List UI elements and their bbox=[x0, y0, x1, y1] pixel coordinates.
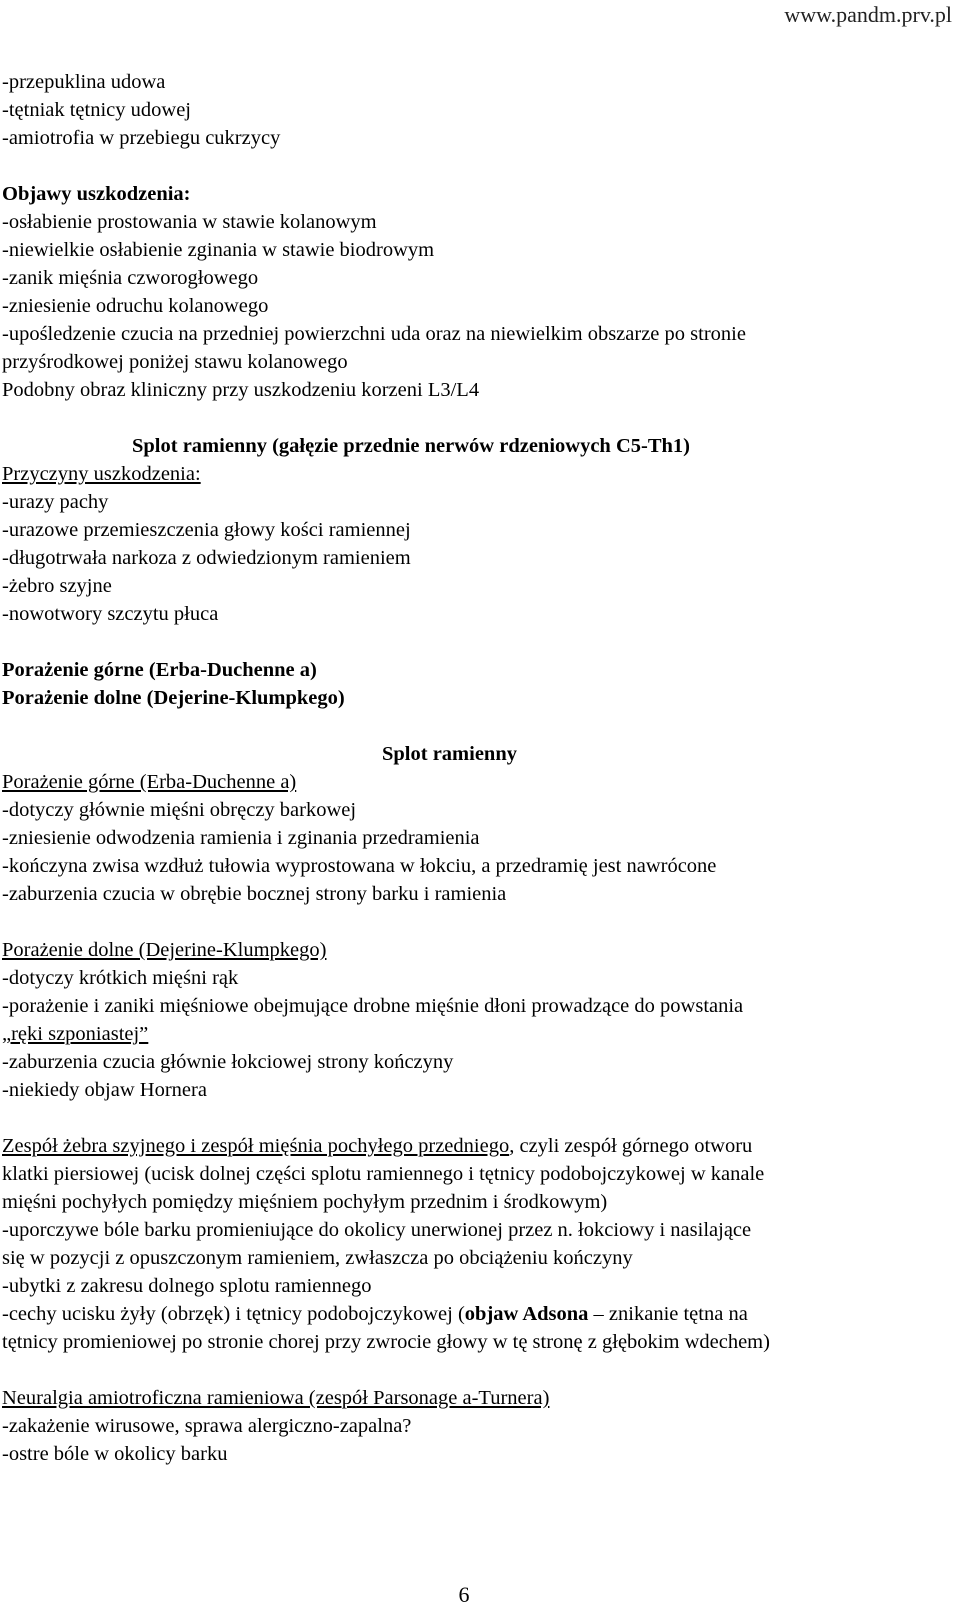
list-item: -niekiedy objaw Hornera bbox=[2, 1079, 207, 1101]
list-item: -zniesienie odruchu kolanowego bbox=[2, 295, 269, 317]
list-item: -kończyna zwisa wzdłuż tułowia wyprostowana w łokciu, a przedramię jest nawrócone bbox=[2, 855, 717, 877]
list-item: -ubytki z zakresu dolnego splotu ramiennego bbox=[2, 1275, 372, 1297]
paragraph: Podobny obraz kliniczny przy uszkodzeniu korzeni L3/L4 bbox=[2, 379, 480, 401]
list-item: -zaburzenia czucia głównie łokciowej strony kończyny bbox=[2, 1051, 454, 1073]
list-item: -osłabienie prostowania w stawie kolanowym bbox=[2, 211, 377, 233]
section-title: Splot ramienny bbox=[382, 743, 517, 765]
list-item: -dotyczy krótkich mięśni rąk bbox=[2, 967, 239, 989]
paragraph-text: – znikanie tętna na bbox=[588, 1303, 748, 1325]
subheading: Neuralgia amiotroficzna ramieniowa (zespół Parsonage a-Turnera) bbox=[2, 1387, 550, 1409]
list-item: -nowotwory szczytu płuca bbox=[2, 603, 219, 625]
paragraph-text: , czyli zespół górnego otworu bbox=[509, 1135, 753, 1157]
list-item: -zaburzenia czucia w obrębie bocznej strony barku i ramienia bbox=[2, 883, 507, 905]
list-item: -przepuklina udowa bbox=[2, 71, 166, 93]
paragraph-line: się w pozycji z opuszczonym ramieniem, zwłaszcza po obciążeniu kończyny bbox=[2, 1247, 633, 1269]
list-item: -urazy pachy bbox=[2, 491, 109, 513]
paragraph-line: mięśni pochyłych pomiędzy mięśniem pochyłym przednim i środkowym) bbox=[2, 1191, 608, 1213]
section-title: Splot ramienny (gałęzie przednie nerwów rdzeniowych C5-Th1) bbox=[132, 435, 690, 457]
list-item: -zanik mięśnia czworogłowego bbox=[2, 267, 259, 289]
list-item: -uporczywe bóle barku promieniujące do okolicy unerwionej przez n. łokciowy i nasilające bbox=[2, 1219, 752, 1241]
subheading: Przyczyny uszkodzenia: bbox=[2, 463, 201, 485]
list-item: -dotyczy głównie mięśni obręczy barkowej bbox=[2, 799, 357, 821]
list-item: -zakażenie wirusowe, sprawa alergiczno-zapalna? bbox=[2, 1415, 412, 1437]
page-number: 6 bbox=[458, 1582, 470, 1607]
list-item: -amiotrofia w przebiegu cukrzycy bbox=[2, 127, 281, 149]
underlined-term: „ręki szponiastej” bbox=[2, 1023, 149, 1045]
subheading: Zespół żebra szyjnego i zespół mięśnia pochyłego przedniego bbox=[2, 1135, 510, 1157]
paragraph-line: tętnicy promieniowej po stronie chorej przy zwrocie głowy w tę stronę z głębokim wdechem) bbox=[2, 1331, 770, 1353]
list-item: -porażenie i zaniki mięśniowe obejmujące drobne mięśnie dłoni prowadzące do powstania bbox=[2, 995, 744, 1017]
list-item: -zniesienie odwodzenia ramienia i zginania przedramienia bbox=[2, 827, 480, 849]
bold-item: Porażenie górne (Erba-Duchenne a) bbox=[2, 659, 317, 681]
list-item: -urazowe przemieszczenia głowy kości ramiennej bbox=[2, 519, 411, 541]
list-item: -tętniak tętnicy udowej bbox=[2, 99, 191, 121]
subheading: Porażenie górne (Erba-Duchenne a) bbox=[2, 771, 297, 793]
list-item: przyśrodkowej poniżej stawu kolanowego bbox=[2, 351, 348, 373]
list-item: -upośledzenie czucia na przedniej powierzchni uda oraz na niewielkim obszarze po stronie bbox=[2, 323, 746, 345]
list-item: -ostre bóle w okolicy barku bbox=[2, 1443, 228, 1465]
bold-term: objaw Adsona bbox=[464, 1303, 589, 1325]
subheading: Porażenie dolne (Dejerine-Klumpkego) bbox=[2, 939, 327, 961]
list-item: -żebro szyjne bbox=[2, 575, 112, 597]
paragraph-line: klatki piersiowej (ucisk dolnej części splotu ramiennego i tętnicy podobojczykowej w kanale bbox=[2, 1163, 765, 1185]
section-heading: Objawy uszkodzenia: bbox=[2, 183, 191, 205]
document-body bbox=[2, 68, 942, 1468]
paragraph-text: -cechy ucisku żyły (obrzęk) i tętnicy podobojczykowej ( bbox=[2, 1303, 465, 1325]
bold-item: Porażenie dolne (Dejerine-Klumpkego) bbox=[2, 687, 345, 709]
list-item: -długotrwała narkoza z odwiedzionym ramieniem bbox=[2, 547, 411, 569]
list-item: -niewielkie osłabienie zginania w stawie biodrowym bbox=[2, 239, 435, 261]
header-url: www.pandm.prv.pl bbox=[784, 2, 952, 27]
